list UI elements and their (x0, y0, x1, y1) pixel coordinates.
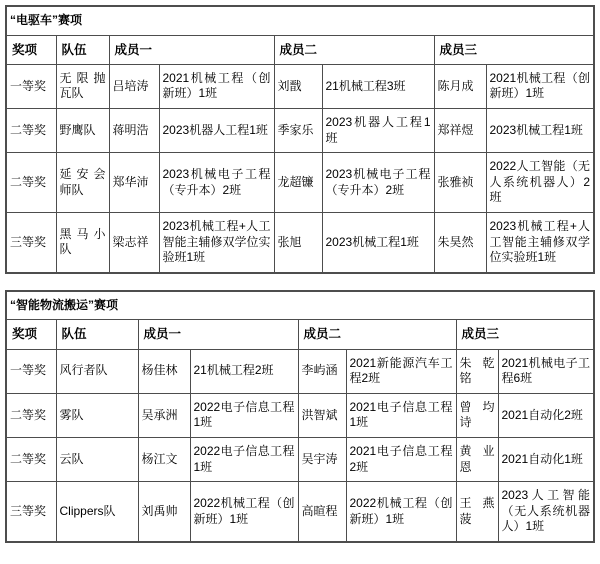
table-row (6, 109, 594, 153)
column-header-team: 队伍 (56, 35, 109, 64)
team-cell: Clippers队 (56, 482, 138, 542)
member2-name-cell: 张旭 (274, 213, 322, 273)
team-cell: 雾队 (56, 393, 138, 437)
member3-class-cell: 2021机械电子工程6班 (498, 349, 594, 393)
table-title-row (6, 6, 594, 35)
member2-class-cell: 21机械工程3班 (322, 64, 434, 108)
member3-class-cell: 2021自动化1班 (498, 438, 594, 482)
member2-class-cell: 2021电子信息工程1班 (346, 393, 456, 437)
member1-name-cell: 蒋明浩 (109, 109, 159, 153)
member1-name-cell: 吕培涛 (109, 64, 159, 108)
member1-name-cell: 刘禹帅 (138, 482, 190, 542)
table-row (6, 482, 594, 542)
member1-class-cell: 2023机械工程+人工智能主辅修双学位实验班1班 (159, 213, 274, 273)
table-title: “电驱车”赛项 (6, 6, 594, 35)
column-header-member3: 成员三 (434, 35, 594, 64)
member3-name-cell: 朱乾铭 (456, 349, 498, 393)
team-cell: 云队 (56, 438, 138, 482)
member1-name-cell: 吴承洲 (138, 393, 190, 437)
member2-name-cell: 洪智斌 (298, 393, 346, 437)
column-header-member2: 成员二 (274, 35, 434, 64)
member3-class-cell: 2023机械工程1班 (486, 109, 594, 153)
member2-name-cell: 李屿涵 (298, 349, 346, 393)
table-row (6, 213, 594, 273)
member1-class-cell: 2022电子信息工程1班 (190, 438, 298, 482)
member2-name-cell: 龙超镰 (274, 153, 322, 213)
member2-class-cell: 2023机械工程1班 (322, 213, 434, 273)
member1-class-cell: 2023机械电子工程（专升本）2班 (159, 153, 274, 213)
table-row (6, 153, 594, 213)
member3-name-cell: 王燕菠 (456, 482, 498, 542)
member1-class-cell: 2023机器人工程1班 (159, 109, 274, 153)
award-cell: 二等奖 (6, 153, 56, 213)
team-cell: 延安会师队 (56, 153, 109, 213)
member2-name-cell: 刘戬 (274, 64, 322, 108)
table-header-row (6, 320, 594, 349)
member2-class-cell: 2023机器人工程1班 (322, 109, 434, 153)
member1-name-cell: 杨佳林 (138, 349, 190, 393)
table-row (6, 438, 594, 482)
column-header-team: 队伍 (56, 320, 138, 349)
member3-name-cell: 郑祥煜 (434, 109, 486, 153)
award-cell: 二等奖 (6, 393, 56, 437)
member1-name-cell: 郑华沛 (109, 153, 159, 213)
member1-name-cell: 梁志祥 (109, 213, 159, 273)
table-header-row (6, 35, 594, 64)
member3-class-cell: 2021自动化2班 (498, 393, 594, 437)
member1-name-cell: 杨江文 (138, 438, 190, 482)
team-cell: 无限抛瓦队 (56, 64, 109, 108)
table-zhineng-wuliu-banyun (5, 290, 595, 543)
table-dianquche (5, 5, 595, 274)
team-cell: 风行者队 (56, 349, 138, 393)
award-cell: 一等奖 (6, 64, 56, 108)
award-cell: 一等奖 (6, 349, 56, 393)
table-row (6, 64, 594, 108)
member2-name-cell: 季家乐 (274, 109, 322, 153)
column-header-member2: 成员二 (298, 320, 456, 349)
member1-class-cell: 21机械工程2班 (190, 349, 298, 393)
award-cell: 三等奖 (6, 482, 56, 542)
column-header-award: 奖项 (6, 35, 56, 64)
team-cell: 黑马小队 (56, 213, 109, 273)
member2-name-cell: 高暄程 (298, 482, 346, 542)
member2-class-cell: 2022机械工程（创新班）1班 (346, 482, 456, 542)
table-row (6, 393, 594, 437)
column-header-member1: 成员一 (109, 35, 274, 64)
column-header-member3: 成员三 (456, 320, 594, 349)
member3-name-cell: 曾均诗 (456, 393, 498, 437)
award-cell: 二等奖 (6, 109, 56, 153)
member1-class-cell: 2022电子信息工程1班 (190, 393, 298, 437)
award-cell: 二等奖 (6, 438, 56, 482)
table-title: “智能物流搬运”赛项 (6, 291, 594, 320)
column-header-member1: 成员一 (138, 320, 298, 349)
member3-class-cell: 2023机械工程+人工智能主辅修双学位实验班1班 (486, 213, 594, 273)
column-header-award: 奖项 (6, 320, 56, 349)
member3-name-cell: 朱昊然 (434, 213, 486, 273)
member3-name-cell: 黄业恩 (456, 438, 498, 482)
member1-class-cell: 2022机械工程（创新班）1班 (190, 482, 298, 542)
member3-class-cell: 2021机械工程（创新班）1班 (486, 64, 594, 108)
table-title-row (6, 291, 594, 320)
member2-class-cell: 2021新能源汽车工程2班 (346, 349, 456, 393)
member2-class-cell: 2021电子信息工程2班 (346, 438, 456, 482)
member2-class-cell: 2023机械电子工程（专升本）2班 (322, 153, 434, 213)
table-row (6, 349, 594, 393)
member2-name-cell: 吴宇涛 (298, 438, 346, 482)
member3-class-cell: 2023人工智能（无人系统机器人）1班 (498, 482, 594, 542)
award-cell: 三等奖 (6, 213, 56, 273)
member3-class-cell: 2022人工智能（无人系统机器人）2班 (486, 153, 594, 213)
member3-name-cell: 陈月成 (434, 64, 486, 108)
member1-class-cell: 2021机械工程（创新班）1班 (159, 64, 274, 108)
member3-name-cell: 张雅祯 (434, 153, 486, 213)
team-cell: 野鹰队 (56, 109, 109, 153)
